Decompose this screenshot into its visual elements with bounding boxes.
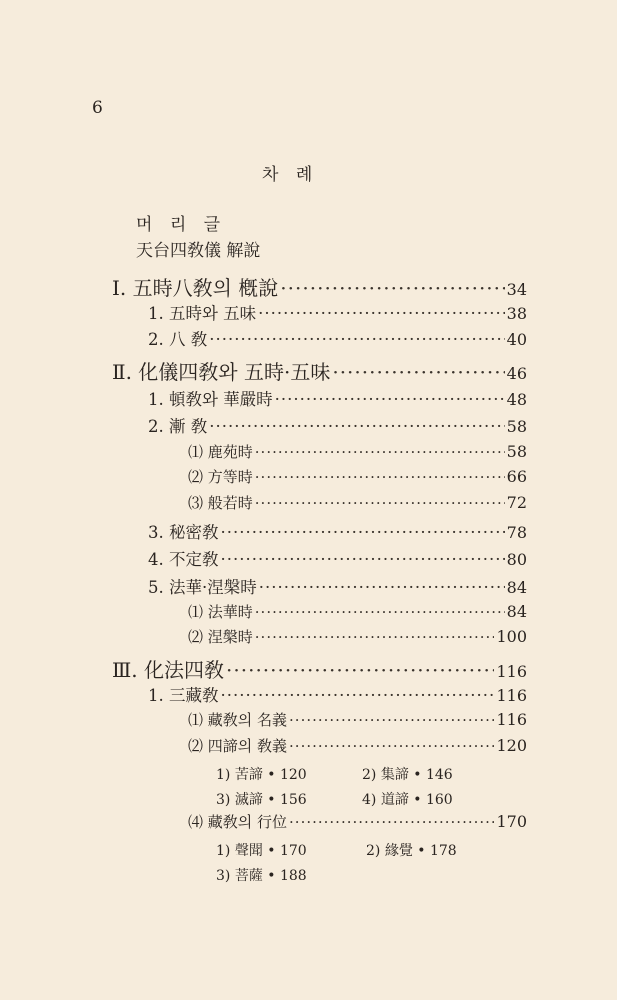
sub-item[interactable]: 3) 滅諦 • 156 [216,792,307,808]
toc-entry-page: 120 [496,736,527,755]
toc-entry-page: 48 [506,390,527,409]
toc-entry-label: 2. 八 敎 [148,330,208,349]
toc-entry-page: 38 [506,304,527,323]
toc-entry-page: 72 [506,493,527,512]
toc-heading: 차 례 [262,165,319,185]
sub-item[interactable]: 3) 菩薩 • 188 [216,868,307,884]
toc-entry-label: ⑵ 方等時 [188,468,253,486]
toc-entry-section[interactable] [148,386,527,410]
toc-entry-section[interactable] [148,682,527,706]
sub-item[interactable]: 2) 緣覺 • 178 [366,843,457,859]
toc-entry-page: 58 [506,442,527,461]
leader-dots [255,494,505,512]
toc-entry-label: Ⅰ. 五時八敎의 槪說 [112,276,279,300]
leader-dots [280,276,504,300]
toc-entry-label: Ⅱ. 化儀四敎와 五時·五味 [112,360,331,384]
toc-entry-label: 1. 三藏敎 [148,686,219,705]
toc-entry-section[interactable] [148,546,527,570]
leader-dots [209,417,504,436]
toc-entry-section[interactable] [148,574,527,598]
toc-entry-page: 78 [506,523,527,542]
toc-entry-part[interactable] [112,272,527,301]
leader-dots [258,304,504,323]
leader-dots [221,523,505,542]
toc-entry-subsection[interactable] [188,709,527,730]
toc-entry-label: 3. 秘密敎 [148,523,219,542]
toc-entry-subsection[interactable] [188,466,527,487]
toc-entry-label: 1. 五時와 五味 [148,304,257,323]
toc-entry-page: 34 [506,280,527,299]
toc-entry-page: 84 [506,578,527,597]
toc-entry-subsection[interactable] [188,626,527,647]
sub-item[interactable]: 4) 道諦 • 160 [362,792,453,808]
sub-item[interactable]: 1) 聲聞 • 170 [216,843,307,859]
toc-entry-label: 5. 法華·涅槃時 [148,578,257,597]
toc-entry-subsection[interactable] [188,492,527,513]
leader-dots [289,711,494,729]
toc-entry-section[interactable] [148,413,527,437]
leader-dots [255,603,505,621]
toc-entry-subsection[interactable] [188,735,527,756]
toc-entry-section[interactable] [148,326,527,350]
toc-entry-page: 100 [496,627,527,646]
toc-entry-page: 116 [496,662,527,681]
toc-entry-label: 1. 頓敎와 華嚴時 [148,390,273,409]
toc-entry-part[interactable] [112,654,527,683]
toc-entry-page: 84 [506,602,527,621]
leader-dots [226,658,494,682]
toc-entry-part[interactable] [112,356,527,385]
toc-entry-label: Ⅲ. 化法四敎 [112,658,225,682]
toc-entry-label: ⑵ 四諦의 敎義 [188,737,288,755]
leader-dots [221,686,495,705]
toc-entry-page: 58 [506,417,527,436]
toc-entry-label: ⑶ 般若時 [188,494,253,512]
leader-dots [255,468,505,486]
toc-entry-page: 116 [496,686,527,705]
toc-entry-subsection[interactable] [188,601,527,622]
leader-dots [332,360,504,384]
leader-dots [255,628,495,646]
toc-entry-subsection[interactable] [188,811,527,832]
toc-entry-page: 40 [506,330,527,349]
toc-entry-label: ⑴ 法華時 [188,603,253,621]
toc-entry-label: ⑴ 藏敎의 名義 [188,711,288,729]
toc-entry-subsection[interactable] [188,441,527,462]
sub-item[interactable]: 2) 集諦 • 146 [362,767,453,783]
intro-commentary: 天台四敎儀 解說 [136,241,261,261]
toc-entry-page: 66 [506,467,527,486]
toc-entry-page: 170 [496,812,527,831]
toc-entry-label: ⑵ 涅槃時 [188,628,253,646]
page-number: 6 [92,98,103,118]
toc-entry-section[interactable] [148,519,527,543]
toc-entry-page: 46 [506,364,527,383]
toc-entry-page: 116 [496,710,527,729]
leader-dots [259,578,505,597]
toc-entry-label: 2. 漸 敎 [148,417,208,436]
leader-dots [289,737,494,755]
leader-dots [255,443,505,461]
leader-dots [209,330,504,349]
leader-dots [275,390,505,409]
toc-entry-label: ⑷ 藏敎의 行位 [188,813,288,831]
toc-entry-label: 4. 不定敎 [148,550,219,569]
intro-preface: 머 리 글 [136,215,227,235]
leader-dots [221,550,505,569]
leader-dots [289,813,494,831]
sub-item[interactable]: 1) 苦諦 • 120 [216,767,307,783]
toc-entry-page: 80 [506,550,527,569]
toc-entry-section[interactable] [148,300,527,324]
toc-entry-label: ⑴ 鹿苑時 [188,443,253,461]
